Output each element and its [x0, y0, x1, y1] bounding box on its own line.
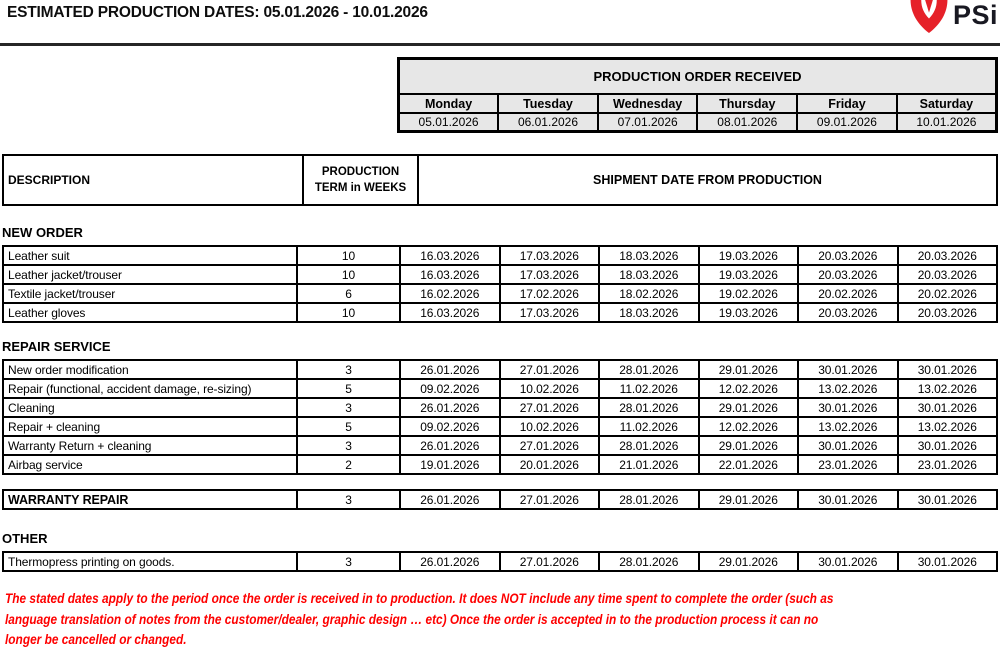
- shipment-date-cell: 19.01.2026: [400, 455, 500, 474]
- shipment-date-cell: 19.03.2026: [699, 246, 799, 265]
- weeks-cell: 5: [297, 379, 400, 398]
- weeks-cell: 6: [297, 284, 400, 303]
- description-cell: Leather jacket/trouser: [3, 265, 297, 284]
- shipment-date-cell: 12.02.2026: [699, 379, 799, 398]
- section-other: [2, 530, 998, 572]
- shipment-date-cell: 20.03.2026: [898, 246, 998, 265]
- description-cell: Thermopress printing on goods.: [3, 552, 297, 571]
- psi-logo-icon: [908, 0, 950, 33]
- section-new-order: [2, 224, 998, 323]
- shipment-date-cell: 13.02.2026: [798, 379, 898, 398]
- page-title: ESTIMATED PRODUCTION DATES: 05.01.2026 - 10.01.2026: [7, 4, 428, 21]
- weeks-cell: 3: [297, 552, 400, 571]
- shipment-date-cell: 19.03.2026: [699, 303, 799, 322]
- shipment-date-cell: 18.03.2026: [599, 246, 699, 265]
- shipment-date-cell: 27.01.2026: [500, 552, 600, 571]
- weeks-cell: 10: [297, 246, 400, 265]
- section-table: [2, 359, 998, 475]
- shipment-date-cell: 30.01.2026: [798, 360, 898, 379]
- received-date-cell: 10.01.2026: [897, 113, 997, 132]
- shipment-date-cell: 26.01.2026: [400, 490, 500, 509]
- shipment-date-cell: 12.02.2026: [699, 417, 799, 436]
- shipment-date-cell: 27.01.2026: [500, 490, 600, 509]
- received-date-cell: 06.01.2026: [498, 113, 598, 132]
- shipment-date-cell: 13.02.2026: [898, 417, 998, 436]
- shipment-date-cell: 18.03.2026: [599, 303, 699, 322]
- description-cell: Cleaning: [3, 398, 297, 417]
- description-cell: WARRANTY REPAIR: [3, 490, 297, 509]
- shipment-date-cell: 30.01.2026: [798, 398, 898, 417]
- received-title-row: [399, 59, 997, 95]
- shipment-date-cell: 29.01.2026: [699, 552, 799, 571]
- shipment-date-cell: 23.01.2026: [898, 455, 998, 474]
- received-date-cell: 08.01.2026: [697, 113, 797, 132]
- shipment-date-cell: 11.02.2026: [599, 417, 699, 436]
- received-days-row: [399, 94, 997, 113]
- table-row: [3, 436, 997, 455]
- received-dates-row: [399, 113, 997, 132]
- shipment-date-cell: 20.03.2026: [798, 265, 898, 284]
- description-cell: Repair (functional, accident damage, re-sizing): [3, 379, 297, 398]
- weeks-cell: 5: [297, 417, 400, 436]
- footer-note-line: longer be cancelled or changed.: [5, 632, 187, 647]
- shipment-date-cell: 21.01.2026: [599, 455, 699, 474]
- description-cell: Textile jacket/trouser: [3, 284, 297, 303]
- shipment-date-cell: 18.03.2026: [599, 265, 699, 284]
- shipment-date-cell: 30.01.2026: [898, 360, 998, 379]
- shipment-date-cell: 20.03.2026: [898, 265, 998, 284]
- shipment-date-cell: 17.03.2026: [500, 246, 600, 265]
- shipment-date-cell: 20.03.2026: [798, 303, 898, 322]
- shipment-date-cell: 13.02.2026: [898, 379, 998, 398]
- received-day-cell: Tuesday: [498, 94, 598, 113]
- shipment-date-cell: 30.01.2026: [898, 398, 998, 417]
- shipment-date-cell: 28.01.2026: [599, 360, 699, 379]
- description-cell: Leather gloves: [3, 303, 297, 322]
- shipment-date-cell: 30.01.2026: [898, 490, 998, 509]
- weeks-cell: 3: [297, 360, 400, 379]
- shipment-date-cell: 20.02.2026: [798, 284, 898, 303]
- shipment-date-header: SHIPMENT DATE FROM PRODUCTION: [418, 155, 997, 205]
- shipment-date-cell: 16.03.2026: [400, 265, 500, 284]
- received-day-cell: Monday: [399, 94, 499, 113]
- description-cell: Airbag service: [3, 455, 297, 474]
- weeks-cell: 2: [297, 455, 400, 474]
- shipment-date-cell: 11.02.2026: [599, 379, 699, 398]
- shipment-date-cell: 28.01.2026: [599, 436, 699, 455]
- table-row: [3, 303, 997, 322]
- footer-note-line: language translation of notes from the customer/dealer, graphic design … etc) Once the order is accepted in to the production process it can no: [5, 611, 819, 627]
- shipment-date-cell: 26.01.2026: [400, 360, 500, 379]
- table-row: [3, 490, 997, 509]
- shipment-date-cell: 20.01.2026: [500, 455, 600, 474]
- shipment-date-cell: 30.01.2026: [898, 436, 998, 455]
- shipment-date-cell: 16.03.2026: [400, 246, 500, 265]
- section-table: [2, 551, 998, 572]
- weeks-cell: 3: [297, 436, 400, 455]
- shipment-date-cell: 16.02.2026: [400, 284, 500, 303]
- shipment-date-cell: 20.02.2026: [898, 284, 998, 303]
- table-row: [3, 284, 997, 303]
- shipment-date-cell: 23.01.2026: [798, 455, 898, 474]
- shipment-date-cell: 29.01.2026: [699, 490, 799, 509]
- table-row: [3, 379, 997, 398]
- table-row: [3, 246, 997, 265]
- table-row: [3, 398, 997, 417]
- shipment-date-cell: 27.01.2026: [500, 398, 600, 417]
- weeks-cell: 10: [297, 303, 400, 322]
- shipment-date-cell: 22.01.2026: [699, 455, 799, 474]
- shipment-date-cell: 28.01.2026: [599, 552, 699, 571]
- production-order-received-table: [397, 57, 998, 133]
- table-row: [3, 360, 997, 379]
- received-day-cell: Friday: [797, 94, 897, 113]
- section-repair-service: [2, 338, 998, 475]
- received-title: PRODUCTION ORDER RECEIVED: [399, 59, 997, 95]
- shipment-date-cell: 19.03.2026: [699, 265, 799, 284]
- shipment-date-cell: 29.01.2026: [699, 398, 799, 417]
- weeks-cell: 3: [297, 398, 400, 417]
- shipment-date-cell: 09.02.2026: [400, 379, 500, 398]
- description-cell: Leather suit: [3, 246, 297, 265]
- table-row: [3, 455, 997, 474]
- shipment-date-cell: 17.02.2026: [500, 284, 600, 303]
- shipment-date-cell: 28.01.2026: [599, 398, 699, 417]
- shipment-date-cell: 20.03.2026: [798, 246, 898, 265]
- psi-logo: [908, 0, 998, 33]
- shipment-date-cell: 20.03.2026: [898, 303, 998, 322]
- production-term-header: PRODUCTION TERM in WEEKS: [303, 155, 418, 205]
- shipment-header-row: [3, 155, 997, 205]
- shipment-date-cell: 30.01.2026: [798, 436, 898, 455]
- shipment-date-cell: 17.03.2026: [500, 303, 600, 322]
- table-row: [3, 417, 997, 436]
- footer-note-line: The stated dates apply to the period once the order is received in to production. It does NOT include any time spent to complete the order (such as: [5, 591, 834, 606]
- shipment-header-table: [2, 154, 998, 206]
- description-cell: Warranty Return + cleaning: [3, 436, 297, 455]
- section-table: [2, 245, 998, 323]
- shipment-date-cell: 29.01.2026: [699, 360, 799, 379]
- shipment-date-cell: 27.01.2026: [500, 436, 600, 455]
- shipment-date-cell: 27.01.2026: [500, 360, 600, 379]
- received-date-cell: 09.01.2026: [797, 113, 897, 132]
- received-day-cell: Saturday: [897, 94, 997, 113]
- weeks-cell: 10: [297, 265, 400, 284]
- description-cell: Repair + cleaning: [3, 417, 297, 436]
- section-warranty-repair: [2, 489, 998, 510]
- shipment-date-cell: 17.03.2026: [500, 265, 600, 284]
- shipment-date-cell: 10.02.2026: [500, 379, 600, 398]
- weeks-cell: 3: [297, 490, 400, 509]
- shipment-date-cell: 30.01.2026: [798, 490, 898, 509]
- shipment-date-cell: 28.01.2026: [599, 490, 699, 509]
- shipment-date-cell: 30.01.2026: [898, 552, 998, 571]
- received-day-cell: Thursday: [697, 94, 797, 113]
- section-label: REPAIR SERVICE: [2, 339, 111, 354]
- shipment-date-cell: 13.02.2026: [798, 417, 898, 436]
- description-cell: New order modification: [3, 360, 297, 379]
- shipment-date-cell: 10.02.2026: [500, 417, 600, 436]
- received-date-cell: 07.01.2026: [598, 113, 698, 132]
- table-row: [3, 552, 997, 571]
- table-row: [3, 265, 997, 284]
- footer-note: [5, 589, 991, 651]
- shipment-date-cell: 26.01.2026: [400, 436, 500, 455]
- shipment-date-cell: 09.02.2026: [400, 417, 500, 436]
- received-day-cell: Wednesday: [598, 94, 698, 113]
- section-table: [2, 489, 998, 510]
- shipment-date-cell: 26.01.2026: [400, 398, 500, 417]
- description-header: DESCRIPTION: [3, 155, 303, 205]
- shipment-date-cell: 16.03.2026: [400, 303, 500, 322]
- shipment-date-cell: 18.02.2026: [599, 284, 699, 303]
- header-divider: [0, 43, 1000, 46]
- section-label: NEW ORDER: [2, 225, 83, 240]
- shipment-date-cell: 29.01.2026: [699, 436, 799, 455]
- shipment-date-cell: 19.02.2026: [699, 284, 799, 303]
- section-label: OTHER: [2, 531, 48, 546]
- shipment-date-cell: 26.01.2026: [400, 552, 500, 571]
- psi-logo-text: PSi: [952, 0, 998, 30]
- shipment-date-cell: 30.01.2026: [798, 552, 898, 571]
- received-date-cell: 05.01.2026: [399, 113, 499, 132]
